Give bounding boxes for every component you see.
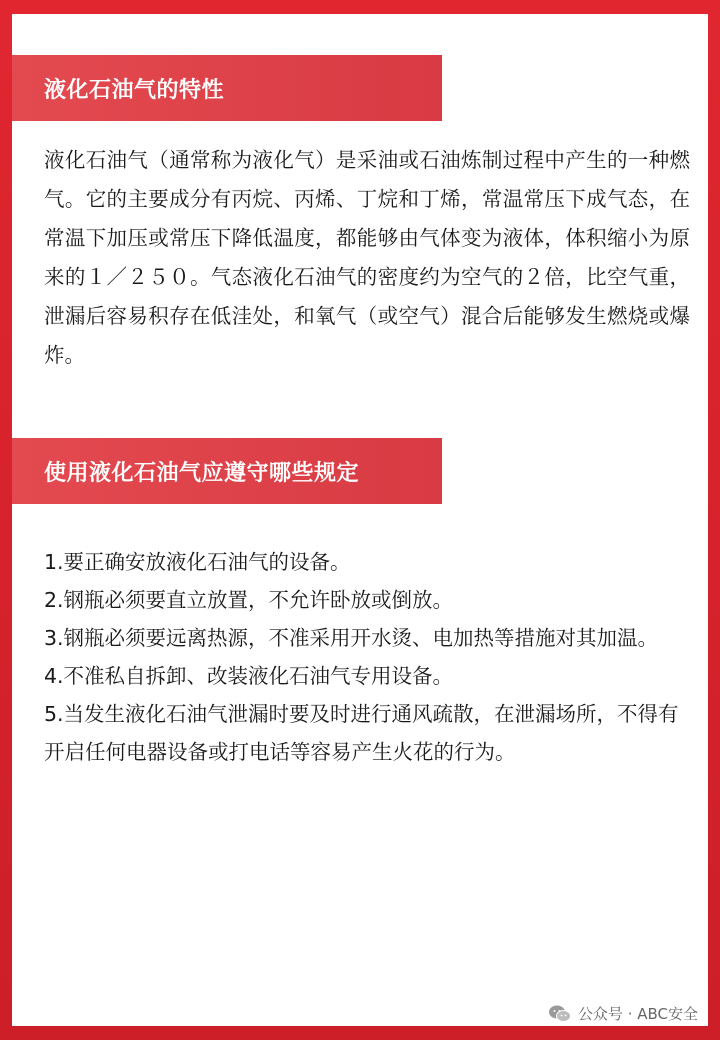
watermark <box>548 1003 698 1024</box>
list-item: 3.钢瓶必须要远离热源，不准采用开水烫、电加热等措施对其加温。 <box>44 626 659 650</box>
properties-paragraph: 液化石油气（通常称为液化气）是采油或石油炼制过程中产生的一种燃气。它的主要成分有丙烷、丙烯、丁烷和丁烯，常温常压下成气态，在常温下加压或常压下降低温度，都能够由气体变为液体，体积缩小为原来的１／２５０。气态液化石油气的密度约为空气的２倍，比空气重，泄漏后容易积存在低洼处，和氧气（或空气）混合后能够发生燃烧或爆炸。 <box>44 148 690 367</box>
wechat-icon <box>548 1004 572 1024</box>
section-header-properties <box>12 55 442 121</box>
section-header-regulations <box>12 438 442 504</box>
section-title: 液化石油气的特性 <box>44 77 225 103</box>
section-title: 使用液化石油气应遵守哪些规定 <box>44 460 360 486</box>
regulations-list <box>44 543 694 771</box>
list-item: 4.不准私自拆卸、改装液化石油气专用设备。 <box>44 664 454 688</box>
list-item: 5.当发生液化石油气泄漏时要及时进行通风疏散，在泄漏场所，不得有开启任何电器设备或打电话等容易产生火花的行为。 <box>44 702 679 764</box>
list-item: 1.要正确安放液化石油气的设备。 <box>44 550 351 574</box>
list-item: 2.钢瓶必须要直立放置，不允许卧放或倒放。 <box>44 588 454 612</box>
watermark-text: 公众号 · ABC安全 <box>577 1005 698 1023</box>
